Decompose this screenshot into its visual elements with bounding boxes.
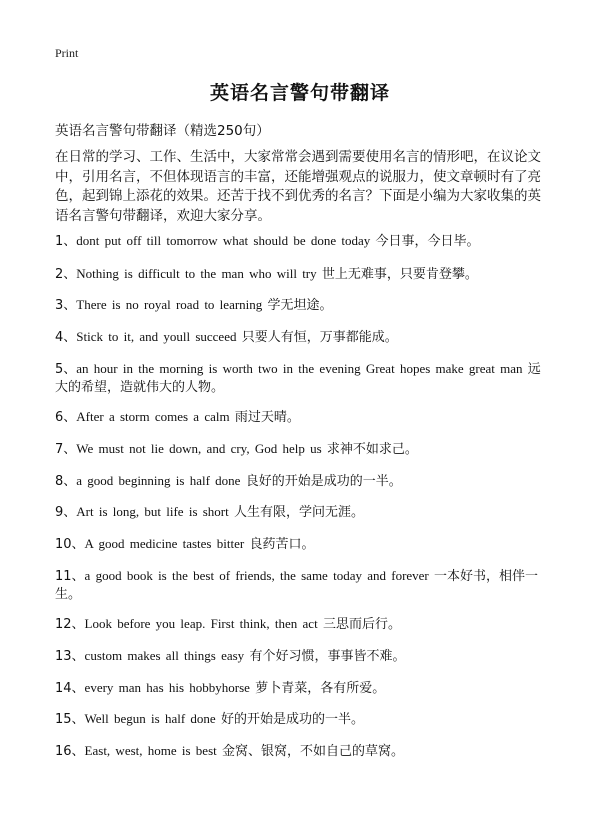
quote-chinese: 远大的希望，造就伟大的人物。 — [55, 362, 541, 395]
quote-number: 1、 — [55, 234, 77, 249]
quote-chinese: 求神不如求己。 — [326, 442, 418, 457]
quote-chinese: 良好的开始是成功的一半。 — [245, 474, 402, 489]
intro-paragraph: 在日常的学习、工作、生活中，大家常常会遇到需要使用名言的情形吧，在议论文中，引用名言，不但体现语言的丰富，还能增强观点的说服力，使文章顿时有了亮色，起到锦上添花的效果。还苦于找不到优秀的名言？下面是小编为大家收集的英语名言警句带翻译，欢迎大家分享。 — [55, 149, 541, 224]
quote-chinese: 今日事，今日毕。 — [375, 234, 480, 249]
quote-english: custom makes all things easy — [84, 648, 250, 663]
quote-chinese: 有个好习惯，事事皆不难。 — [249, 649, 406, 664]
quote-item-6 — [55, 408, 300, 427]
quote-number: 12、 — [55, 617, 85, 632]
quote-item-7 — [55, 440, 418, 459]
quote-english: every man has his hobbyhorse — [84, 680, 256, 695]
quote-chinese: 金窝、银窝，不如自己的草窝。 — [222, 744, 405, 759]
quote-item-13 — [55, 647, 405, 666]
document-title: 英语名言警句带翻译 — [209, 82, 390, 104]
quote-english: Well begun is half done — [84, 711, 221, 726]
quote-number: 13、 — [55, 649, 85, 664]
quote-english: East, west, home is best — [84, 743, 223, 758]
quote-english: Look before you leap. First think, then act — [84, 616, 323, 631]
document-subtitle: 英语名言警句带翻译（精选250句） — [55, 123, 270, 139]
quote-chinese: 一本好书，相伴一生。 — [55, 569, 539, 602]
quote-chinese: 三思而后行。 — [322, 617, 401, 632]
quote-number: 8、 — [55, 474, 77, 489]
quote-item-4 — [55, 328, 398, 347]
quote-english: an hour in the morning is worth two in the evening Great hopes make great man — [76, 361, 528, 376]
print-link[interactable]: Print — [55, 46, 79, 60]
quote-english: Nothing is difficult to the man who will try — [76, 266, 322, 281]
quote-english: There is no royal road to learning — [76, 297, 268, 312]
quote-item-3 — [55, 296, 333, 315]
quote-item-16 — [55, 742, 404, 761]
quote-item-1 — [55, 232, 480, 251]
quote-english: Stick to it, and youll succeed — [76, 329, 242, 344]
quote-english: A good medicine tastes bitter — [84, 536, 250, 551]
quote-number: 7、 — [55, 442, 77, 457]
quote-number: 2、 — [55, 267, 77, 282]
quote-english: a good beginning is half done — [76, 473, 246, 488]
quote-item-9 — [55, 503, 364, 522]
quote-item-5 — [55, 360, 550, 397]
quote-item-15 — [55, 710, 364, 729]
quote-number: 14、 — [55, 681, 85, 696]
quote-chinese: 世上无难事，只要肯登攀。 — [321, 267, 478, 282]
quote-english: a good book is the best of friends, the same today and forever — [84, 568, 435, 583]
quote-item-2 — [55, 265, 478, 284]
quote-number: 10、 — [55, 537, 85, 552]
quote-english: After a storm comes a calm — [76, 409, 235, 424]
quote-number: 5、 — [55, 362, 77, 377]
quote-number: 3、 — [55, 298, 77, 313]
quote-chinese: 只要人有恒，万事都能成。 — [241, 330, 398, 345]
quote-english: Art is long, but life is short — [76, 504, 234, 519]
quote-english: dont put off till tomorrow what should be done today — [76, 233, 376, 248]
quote-item-12 — [55, 615, 401, 634]
quote-number: 11、 — [55, 569, 85, 584]
quote-chinese: 雨过天晴。 — [234, 410, 300, 425]
quote-number: 16、 — [55, 744, 85, 759]
quote-number: 4、 — [55, 330, 77, 345]
quote-number: 9、 — [55, 505, 77, 520]
quote-chinese: 人生有限，学问无涯。 — [234, 505, 365, 520]
quote-english: We must not lie down, and cry, God help us — [76, 441, 327, 456]
quote-item-10 — [55, 535, 314, 554]
quote-item-11 — [55, 567, 550, 604]
quote-chinese: 良药苦口。 — [249, 537, 315, 552]
quote-item-8 — [55, 472, 402, 491]
quote-item-14 — [55, 679, 385, 698]
quote-number: 6、 — [55, 410, 77, 425]
quote-number: 15、 — [55, 712, 85, 727]
quote-chinese: 好的开始是成功的一半。 — [220, 712, 364, 727]
quote-chinese: 学无坦途。 — [267, 298, 333, 313]
quote-chinese: 萝卜青菜，各有所爱。 — [255, 681, 386, 696]
